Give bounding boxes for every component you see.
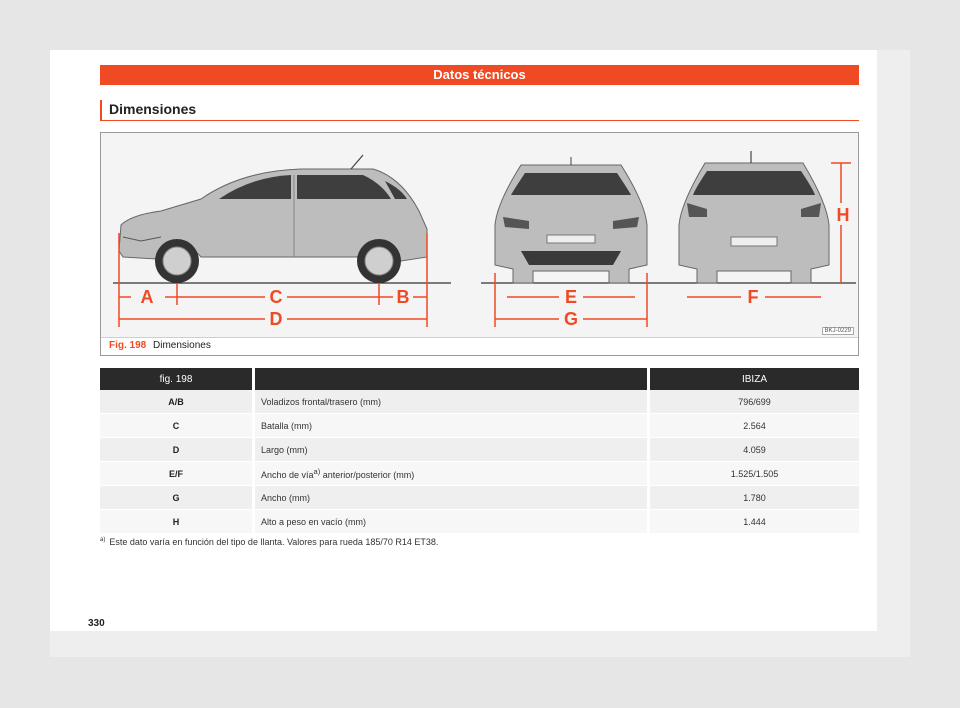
dimensions-table	[100, 368, 859, 533]
page-number: 330	[88, 618, 105, 629]
figure-caption-text: Dimensiones	[153, 340, 211, 351]
car-front-view	[495, 157, 647, 283]
section-heading	[100, 100, 859, 121]
figure-caption	[109, 340, 211, 351]
dimensions-illustration	[101, 133, 858, 337]
dimensions-diagram	[101, 133, 858, 338]
row-value: 4.059	[649, 438, 860, 462]
dim-label-g: G	[563, 309, 579, 329]
footnote	[100, 537, 438, 547]
row-desc-pre: Ancho de vía	[261, 470, 314, 480]
table-row	[100, 390, 859, 414]
table-row	[100, 510, 859, 534]
dim-label-a: A	[140, 287, 154, 307]
table-row	[100, 462, 859, 486]
table-row	[100, 414, 859, 438]
table-header-fig: fig. 198	[100, 368, 254, 390]
dim-label-d: D	[269, 309, 283, 329]
figure-code: BKJ-0229	[822, 327, 854, 335]
dim-label-h: H	[836, 205, 850, 225]
row-value: 796/699	[649, 390, 860, 414]
dim-label-b: B	[396, 287, 410, 307]
table-row	[100, 438, 859, 462]
table-header-row	[100, 368, 859, 390]
row-value: 1.525/1.505	[649, 462, 860, 486]
chapter-title: Datos técnicos	[433, 67, 526, 82]
page-margin-right	[877, 50, 910, 657]
table-row	[100, 486, 859, 510]
row-desc: Ancho (mm)	[254, 486, 649, 510]
row-code: A/B	[100, 390, 254, 414]
row-desc: Voladizos frontal/trasero (mm)	[254, 390, 649, 414]
car-side-view	[119, 155, 427, 283]
row-code: D	[100, 438, 254, 462]
row-desc	[254, 462, 649, 486]
row-code: G	[100, 486, 254, 510]
row-code: C	[100, 414, 254, 438]
row-value: 2.564	[649, 414, 860, 438]
row-desc: Alto a peso en vacío (mm)	[254, 510, 649, 534]
page-margin-bottom	[50, 631, 910, 657]
row-code: H	[100, 510, 254, 534]
dim-label-c: C	[269, 287, 283, 307]
car-rear-view	[679, 151, 829, 283]
figure	[100, 132, 859, 356]
row-value: 1.444	[649, 510, 860, 534]
row-value: 1.780	[649, 486, 860, 510]
section-title: Dimensiones	[109, 101, 197, 117]
table-header-desc	[254, 368, 649, 390]
row-code: E/F	[100, 462, 254, 486]
footnote-mark: a)	[100, 537, 106, 543]
row-desc: Batalla (mm)	[254, 414, 649, 438]
footnote-ref[interactable]: a)	[313, 467, 321, 476]
dim-label-f: F	[747, 287, 759, 307]
chapter-header	[100, 65, 859, 85]
dim-label-e: E	[564, 287, 578, 307]
row-desc-post: anterior/posterior (mm)	[320, 470, 415, 480]
table-header-model: IBIZA	[649, 368, 860, 390]
footnote-text: Este dato varía en función del tipo de llanta. Valores para rueda 185/70 R14 ET38.	[109, 537, 439, 547]
figure-label: Fig. 198	[109, 340, 147, 351]
row-desc: Largo (mm)	[254, 438, 649, 462]
